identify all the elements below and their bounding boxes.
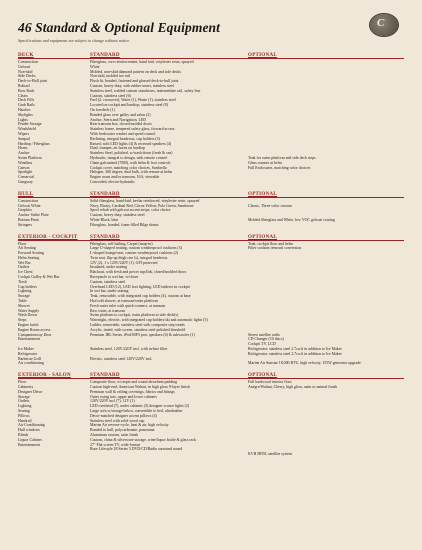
- spec-standard: In wet bar, under seating: [90, 289, 129, 294]
- section-header: [18, 190, 404, 198]
- spec-item-name: Non-skid: [18, 69, 33, 74]
- spec-item-name: Liquor Cabinet: [18, 437, 42, 442]
- spec-section: [18, 371, 404, 457]
- spec-standard: Custom, china & silverware storage, wine/liquor bottle & glass rack: [90, 437, 196, 442]
- spec-standard: Stainless steel, 120V/220V incl. with in-line filter: [90, 347, 168, 352]
- section-header: [18, 233, 404, 241]
- spec-item-name: Shower: [18, 303, 30, 308]
- spec-optional: Teak, cockpit floor and helm: [248, 241, 293, 246]
- spec-optional: Stereo satellite radio: [248, 332, 280, 337]
- spec-standard: Concealed, electro-hydraulic: [90, 179, 135, 184]
- spec-standard: Décor-matched designer accent pillows (4): [90, 413, 157, 418]
- spec-standard: Bose Lifestyle 28 Series 5 DVD/CD/Radio surround sound: [90, 447, 183, 452]
- spec-standard: Fiberglass, self bailing, Carpet (snap-in): [90, 241, 153, 246]
- spec-item-name: Refrigerator: [18, 351, 38, 356]
- spec-standard: Custom, heavy-duty, stainless steel: [90, 213, 145, 218]
- spec-optional: Cockpit TV, LCD: [248, 342, 276, 347]
- spec-standard: Hydraulic, integral to design, with remote control: [90, 155, 168, 160]
- spec-standard: Custom, stainless steel (6): [90, 93, 131, 98]
- spec-optional: Refrigerator: stainless steel 2.7cu.ft in addition to Ice Maker: [248, 351, 342, 356]
- spec-optional: Full Enclosures, matching color choices: [248, 165, 311, 170]
- spec-standard: Watertight, electric, with integrated cup holders/ski and automatic lights (5): [90, 318, 208, 323]
- spec-item-name: Seating: [18, 409, 30, 413]
- spec-standard: Electric, stainless steel 120V/220V incl.: [90, 356, 153, 361]
- spec-item-name: Gangway: [18, 179, 33, 184]
- spec-item-name: Forward Seating: [18, 251, 44, 256]
- spec-item-name: Water Supply: [18, 308, 40, 313]
- spec-item-name: Helm Seating: [18, 255, 40, 260]
- spec-standard: Halogen, 360 degree, dual bulb, with remote at helm: [90, 170, 173, 175]
- spec-standard: Rear transom box, closed molded doors: [90, 122, 152, 127]
- spec-item-name: Entertainment: [18, 442, 41, 447]
- spec-standard: Solid fiberglass, hand-laid, kevlar reinforced, vinylester resin, sprayed: [90, 198, 200, 203]
- spec-standard: 120V/220V incl (7), 12V (1): [90, 399, 135, 404]
- spec-item-name: Lighting: [18, 404, 32, 409]
- spec-item-name: Horns: [18, 146, 28, 151]
- spec-standard: Fresh water inlet with quick-connect, at transom: [90, 303, 166, 308]
- spec-item-name: Cabinetry: [18, 385, 34, 390]
- spec-standard: Large sofa w/storage below, convertible to bed, ultraleather: [90, 409, 183, 413]
- spec-standard: Stainless Steel, polished, w/wash down (fresh & sea): [90, 151, 173, 156]
- optional-column-header: OPTIONAL: [248, 191, 278, 197]
- spec-standard: Insulated, under seating: [90, 265, 128, 270]
- spec-standard: Located on cockpit and hardtop, stainless steel (9): [90, 103, 169, 108]
- spec-item-name: Storage: [18, 394, 30, 399]
- standard-column-header: STANDARD: [90, 53, 120, 58]
- spec-standard: Aluminum custom, satin finish: [90, 432, 139, 437]
- optional-column-header: OPTIONAL: [248, 373, 278, 379]
- spec-item-name: Hardtop / Fiberglass: [18, 141, 50, 146]
- spec-item-name: Ice Maker: [18, 347, 34, 352]
- spec-sections: [18, 51, 404, 457]
- spec-standard: 27" Flat screen TV, wide-format: [90, 442, 141, 447]
- spec-item-name: Gelcoat: [18, 64, 31, 69]
- page-subtitle: Specifications and equipment are subject to change without notice.: [18, 38, 130, 43]
- spec-item-name: Construction: [18, 60, 39, 64]
- standard-column-header: STANDARD: [90, 373, 120, 379]
- spec-item-name: Barbecue Grill: [18, 356, 42, 361]
- spec-row: [18, 223, 404, 228]
- optional-column-header: OPTIONAL: [248, 53, 278, 58]
- spec-optional: CD Changer (10 discs): [248, 337, 284, 342]
- spec-item-name: Hull windows: [18, 428, 40, 433]
- spec-item-name: Anchor Strike Plate: [18, 213, 49, 218]
- spec-optional: Anegre/Walnut, Cherry, high gloss, satin or natural finish: [248, 385, 338, 390]
- spec-item-name: Outlets: [18, 399, 30, 404]
- spec-standard: With freshwater washer and speed control: [90, 131, 156, 136]
- spec-standard: White: [90, 64, 100, 69]
- spec-standard: Stainless frame, tempered safety glass, forward access: [90, 127, 175, 132]
- spec-standard: Outer swing tote, upper and lower cabinets: [90, 394, 157, 399]
- section-title: HULL: [18, 191, 34, 197]
- spec-item-name: Windshield: [18, 127, 36, 132]
- spec-item-name: Engine Room access: [18, 327, 51, 332]
- spec-row: [18, 452, 404, 457]
- spec-standard: Non-skid, molded toe rail: [90, 74, 130, 79]
- standard-column-header: STANDARD: [90, 191, 120, 197]
- spec-standard: Overhead LED (12), LED foot lighting, LED indirect in cockpit: [90, 284, 190, 289]
- spec-item-name: Floor: [18, 241, 27, 246]
- spec-item-name: Cockpit Galley & Wet Bar: [18, 275, 60, 280]
- spec-standard: Premium JBL Series, iPod/MP3 port, speakers (6) & subwoofer (1): [90, 332, 195, 337]
- spec-item-name: Air conditioning: [18, 361, 44, 366]
- spec-item-name: Swim Platform: [18, 155, 42, 160]
- spec-item-name: Engine hatch: [18, 323, 39, 328]
- spec-section: [18, 233, 404, 367]
- spec-item-name: Designer Décor: [18, 389, 43, 394]
- spec-item-name: Lighting: [18, 289, 32, 294]
- spec-section: [18, 51, 404, 185]
- spec-item-name: Lights: [18, 117, 28, 122]
- spec-standard: Composite floor, w/carpet and sound absorbent padding: [90, 380, 178, 385]
- spec-item-name: Canvas: [18, 165, 30, 170]
- spec-standard: Reclining, integral headrests, cup holders (3): [90, 136, 160, 141]
- spec-item-name: Gelcoat White: [18, 203, 41, 208]
- spec-standard: Raised, with LED lights (4) & recessed speakers (4): [90, 141, 172, 146]
- spec-item-name: Rubrail: [18, 83, 30, 88]
- spec-standard: Cockpit cover, matching color choices, Sunbrella: [90, 165, 167, 170]
- spec-item-name: Fender Storage: [18, 122, 42, 127]
- spec-item-name: Spotlight: [18, 170, 33, 175]
- spec-optional: Molded fiberglass and White, low VOC gelcoat coating: [248, 217, 335, 222]
- spec-optional: Filter cushion removal conversion: [248, 246, 302, 251]
- spec-standard: Flush fit, bonded, fastened and glassed deck-to-hull joint: [90, 79, 179, 84]
- spec-item-name: Stringers: [18, 222, 33, 227]
- spec-rows: [18, 242, 404, 367]
- spec-standard: Receptacle to wet bar, w/closer: [90, 275, 139, 280]
- spec-item-name: Wash Down: [18, 313, 38, 318]
- spec-standard: Twin seat, flip-up thigh rise (s), integral headrests: [90, 255, 168, 260]
- spec-standard: Large U-shaped seating, custom weatherproof cushions (3): [90, 246, 182, 251]
- spec-item-name: Cleats: [18, 93, 28, 98]
- spec-item-name: Wet Bar: [18, 260, 31, 265]
- spec-item-name: Trash: [18, 279, 27, 284]
- optional-column-header: OPTIONAL: [248, 234, 278, 240]
- spec-item-name: Blinds: [18, 432, 29, 437]
- section-title: DECK: [18, 53, 34, 58]
- spec-optional: Marine Air Sunstar 18,000 BTU, high velocity, 155W generator upgrade: [248, 361, 361, 366]
- spec-item-name: Skylights: [18, 112, 33, 117]
- spec-row: [18, 180, 404, 185]
- spec-standard: Custom, heavy-duty, with rubber insert, stainless steel: [90, 83, 175, 88]
- spec-item-name: Anchor: [18, 151, 30, 156]
- spec-optional: Glass counter at helm: [248, 160, 282, 165]
- spec-item-name: Graphics: [18, 208, 33, 213]
- section-header: [18, 371, 404, 379]
- spec-item-name: Bow Rails: [18, 88, 35, 93]
- section-title: EXTERIOR - SALON: [18, 373, 71, 379]
- spec-item-name: Grab Rails: [18, 103, 35, 108]
- spec-item-name: Steps: [18, 318, 27, 323]
- spec-item-name: Side Decks: [18, 74, 36, 79]
- spec-standard: Premium wall & ceiling coverings, fabrics and fittings: [90, 389, 175, 394]
- spec-standard: Stainless steel, welded custom stanchions, intermediate rail, safety line: [90, 88, 201, 93]
- page-header: [18, 17, 404, 46]
- spec-standard: Fuel (2, crossover), Water (1), Waste (1), stainless steel: [90, 98, 176, 103]
- spec-standard: Blackout, with fresh and power sup/lids, closed/molded doors: [90, 270, 187, 275]
- spec-optional: Teak for swim platform and side deck steps: [248, 155, 316, 160]
- spec-item-name: Bottom Paint: [18, 217, 39, 222]
- spec-item-name: Air Conditioning: [18, 423, 45, 428]
- spec-standard: Fiberglass, core reinforcement, hand laid, vinylester resin, sprayed: [90, 60, 194, 64]
- page-title: 46 Standard & Optional Equipment: [18, 20, 220, 35]
- spec-standard: Anchor, Stern and Navigation, LED: [90, 117, 147, 122]
- spec-standard: Marine Air reverse-cycle, heat & air, high velocity: [90, 423, 169, 428]
- spec-item-name: Outlets: [18, 265, 30, 270]
- spec-item-name: Pillows: [18, 413, 30, 418]
- spec-standard: Navy, Ebony, Cardinal Red, Citron Yellow, Polo Green, Sandstone: [90, 203, 194, 208]
- brand-logo-icon: C: [370, 14, 398, 36]
- spec-item-name: Cup holders: [18, 284, 37, 289]
- spec-item-name: Companionway Door: [18, 332, 52, 337]
- section-header: [18, 51, 404, 59]
- spec-standard: Teak, removable, with integrated cup holders (4), custom at base: [90, 294, 191, 299]
- spec-rows: [18, 60, 404, 185]
- spec-standard: Hot/cold shower, at transom/swim platform: [90, 299, 158, 304]
- spec-standard: Bonded glass over galley and salon (2): [90, 112, 151, 117]
- spec-standard: L-shaped lounge/seat, custom weatherproof cushions (2): [90, 251, 179, 256]
- spec-standard: On foredeck (1): [90, 107, 115, 112]
- spec-standard: 12V (2), 1 x 120V/220V (1), GFI protected: [90, 260, 158, 265]
- spec-standard: Bonded to hull, polycarbonate, panorama: [90, 428, 155, 433]
- spec-standard: Spool rehab with gelcoat accent stripe, color choice: [90, 208, 171, 213]
- spec-standard: Fiberglass, bonded, foam-filled Bilge drains: [90, 222, 159, 227]
- spec-item-name: Construction: [18, 198, 39, 203]
- spec-item-name: Floor: [18, 380, 27, 385]
- spec-item-name: Storage: [18, 294, 30, 299]
- spec-section: [18, 190, 404, 228]
- spec-item-name: Ice Chest: [18, 270, 33, 275]
- spec-item-name: Aft Seating: [18, 246, 36, 251]
- spec-standard: Chain galvanized (70M), with helm & foot controls: [90, 160, 171, 165]
- spec-standard: Engine room and/or transom, 16A, viewable: [90, 175, 160, 180]
- spec-item-name: Sunpad: [18, 136, 30, 141]
- spec-row: [18, 361, 404, 366]
- spec-standard: Acrylic, tinted, with screen, stainless steel polished threshold: [90, 327, 186, 332]
- spec-optional: Refrigerator: stainless steel 2.7cu.ft in addition to Ice Maker: [248, 347, 342, 352]
- spec-optional: KVH HD5L satellite system: [248, 452, 293, 457]
- spec-rows: [18, 380, 404, 457]
- spec-item-name: Entertainment: [18, 337, 41, 342]
- spec-item-name: Windlass: [18, 160, 33, 165]
- spec-standard: LED overhead (7), under cabinets (3) designer sconce lights (2): [90, 404, 190, 409]
- spec-item-name: Deck Fills: [18, 98, 35, 103]
- spec-rows: [18, 199, 404, 228]
- spec-standard: White Black, blue: [90, 217, 119, 222]
- section-title: EXTERIOR - COCKPIT: [18, 234, 78, 240]
- spec-standard: Ladder, removable, stainless steel with composite step treads: [90, 323, 185, 328]
- spec-standard: Raw water, at transom: [90, 308, 125, 313]
- spec-standard: Custom high-end, American Walnut, in high gloss 9-layer finish: [90, 385, 190, 390]
- spec-standard: Dual, trumpet, air horns on hardtop: [90, 146, 145, 151]
- spec-standard: Swim platform to cockpit, swim platform to side deck(s): [90, 313, 179, 318]
- spec-standard: Stainless steel with solid wood cap: [90, 418, 145, 423]
- spec-standard: Molded, non-skid diamond pattern on deck and side decks: [90, 69, 181, 74]
- spec-item-name: Table: [18, 299, 27, 304]
- spec-item-name: Hatches: [18, 107, 31, 112]
- spec-item-name: Handrail: [18, 418, 32, 423]
- spec-optional: Full hardwood interior floor: [248, 380, 292, 385]
- spec-standard: Custom, stainless steel: [90, 279, 126, 284]
- spec-item-name: Wipers: [18, 131, 30, 136]
- spec-optional: Classic, Three-color custom: [248, 203, 292, 208]
- spec-item-name: Comercial: [18, 175, 35, 180]
- standard-column-header: STANDARD: [90, 234, 120, 240]
- spec-item-name: Deck-to-Hull joint: [18, 79, 47, 84]
